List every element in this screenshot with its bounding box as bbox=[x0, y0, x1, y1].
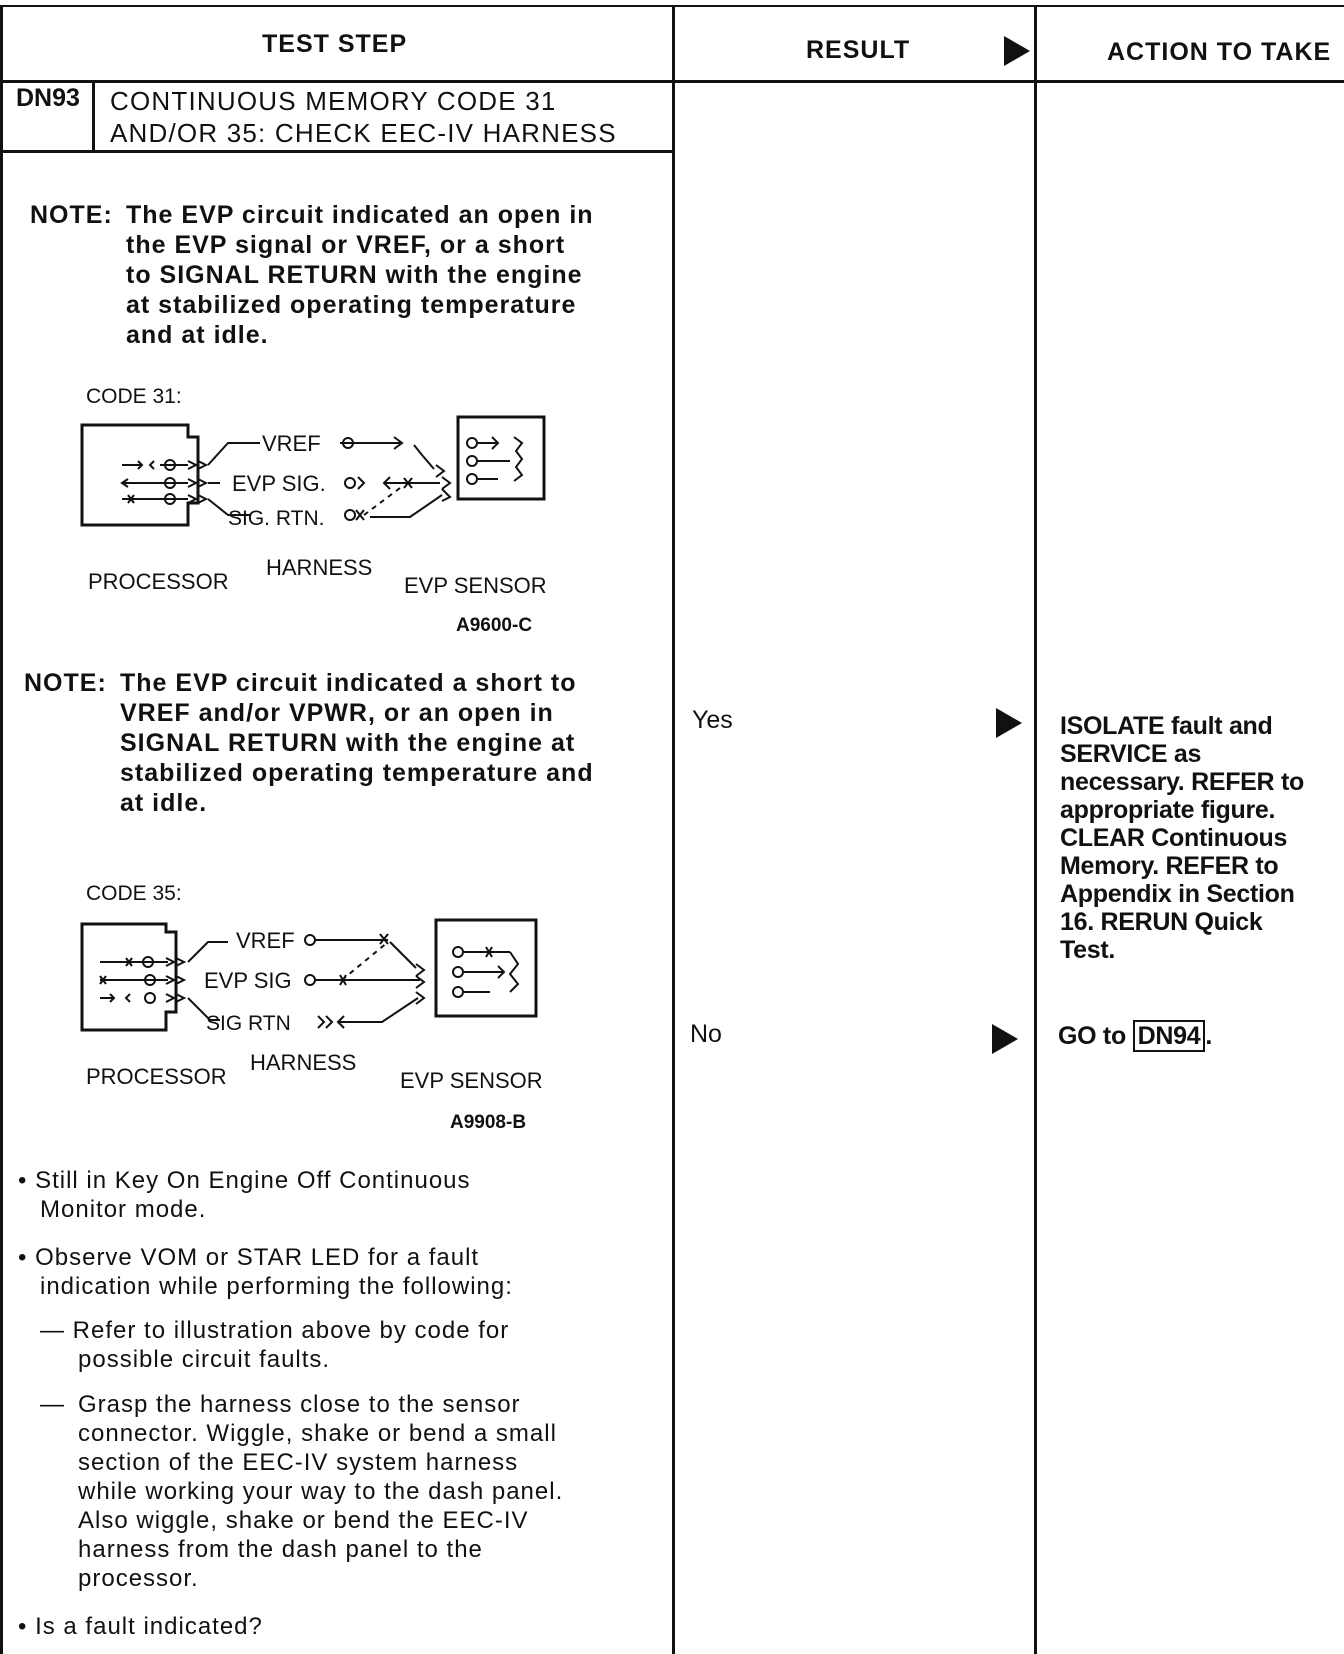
bullet-1-line2: Monitor mode. bbox=[40, 1196, 207, 1223]
step-title-line2: AND/OR 35: CHECK EEC-IV HARNESS bbox=[110, 118, 617, 148]
action-no bbox=[1058, 1022, 1212, 1050]
note-1-line: and at idle. bbox=[126, 321, 269, 349]
action-yes-line: 16. RERUN Quick bbox=[1060, 908, 1263, 936]
action-yes-line: appropriate figure. bbox=[1060, 796, 1276, 824]
code-35-label: CODE 35: bbox=[86, 882, 182, 905]
note-2-body bbox=[120, 668, 594, 818]
step-id-divider bbox=[92, 80, 95, 152]
bullet-2-line2: indication while performing the following: bbox=[40, 1273, 513, 1300]
header-result: RESULT bbox=[806, 36, 911, 64]
bullet-2-line1: Observe VOM or STAR LED for a fault bbox=[35, 1244, 480, 1271]
action-yes bbox=[1060, 712, 1304, 964]
step-title-line1: CONTINUOUS MEMORY CODE 31 bbox=[110, 86, 557, 116]
dash-1 bbox=[40, 1316, 509, 1374]
action-yes-line: Appendix in Section bbox=[1060, 880, 1295, 908]
note-1-line: to SIGNAL RETURN with the engine bbox=[126, 261, 583, 289]
table-left-rule bbox=[0, 5, 3, 1654]
action-no-suffix: . bbox=[1205, 1022, 1212, 1050]
action-yes-line: CLEAR Continuous bbox=[1060, 824, 1288, 852]
code-35-diagram bbox=[70, 880, 600, 1140]
step-title-bottom-rule bbox=[0, 150, 673, 153]
bullet-1 bbox=[18, 1166, 471, 1224]
harness-label: HARNESS bbox=[250, 1050, 357, 1075]
processor-label: PROCESSOR bbox=[86, 1064, 227, 1089]
action-yes-line: Test. bbox=[1060, 936, 1115, 964]
note-1 bbox=[30, 200, 650, 360]
code-31-label: CODE 31: bbox=[86, 385, 182, 408]
dash-2-line: harness from the dash panel to the bbox=[78, 1536, 483, 1563]
evp-sensor-block bbox=[458, 417, 544, 499]
note-1-label: NOTE: bbox=[30, 201, 113, 229]
dash-icon: — bbox=[40, 1317, 65, 1344]
header-action: ACTION TO TAKE bbox=[1107, 38, 1332, 66]
figure-ref: A9908-B bbox=[450, 1112, 527, 1133]
question bbox=[18, 1612, 263, 1641]
vref-label: VREF bbox=[262, 431, 321, 456]
note-1-line: the EVP signal or VREF, or a short bbox=[126, 231, 566, 259]
evp-sig-label: EVP SIG. bbox=[232, 471, 326, 496]
dash-1-line2: possible circuit faults. bbox=[78, 1346, 331, 1373]
result-no-arrow-icon bbox=[992, 1024, 1018, 1054]
code-31-diagram bbox=[70, 385, 600, 635]
header-test-step: TEST STEP bbox=[262, 30, 408, 58]
dash-2-body bbox=[40, 1390, 670, 1593]
header-arrow-icon bbox=[1004, 36, 1030, 66]
processor-label: PROCESSOR bbox=[88, 569, 229, 594]
dash-1-line1: Refer to illustration above by code for bbox=[72, 1317, 510, 1344]
note-2-line: stabilized operating temperature and bbox=[120, 759, 594, 787]
dash-2-line: connector. Wiggle, shake or bend a small bbox=[78, 1420, 557, 1447]
dash-icon: — bbox=[40, 1391, 65, 1418]
note-2-line: SIGNAL RETURN with the engine at bbox=[120, 729, 576, 757]
harness-label: HARNESS bbox=[266, 555, 373, 580]
dash-2-line: while working your way to the dash panel. bbox=[78, 1478, 564, 1505]
sig-rtn-label: SIG RTN bbox=[206, 1012, 291, 1035]
action-yes-line: SERVICE as bbox=[1060, 740, 1202, 768]
question-text: Is a fault indicated? bbox=[35, 1613, 263, 1640]
result-yes-arrow-icon bbox=[996, 708, 1022, 738]
note-2-line: at idle. bbox=[120, 789, 208, 817]
evp-sensor-label: EVP SENSOR bbox=[400, 1068, 543, 1093]
evp-sensor-label: EVP SENSOR bbox=[404, 573, 547, 598]
bullet-1-line1: Still in Key On Engine Off Continuous bbox=[35, 1167, 471, 1194]
note-1-body bbox=[126, 200, 594, 350]
col-divider-1 bbox=[672, 5, 675, 1654]
result-no: No bbox=[690, 1020, 722, 1048]
dash-2 bbox=[40, 1390, 670, 1593]
processor-block bbox=[82, 924, 176, 1030]
action-yes-line: Memory. REFER to bbox=[1060, 852, 1279, 880]
dash-2-line: Also wiggle, shake or bend the EEC-IV bbox=[78, 1507, 529, 1534]
bullet-icon: • bbox=[18, 1613, 28, 1640]
note-2-line: VREF and/or VPWR, or an open in bbox=[120, 699, 554, 727]
note-2-label: NOTE: bbox=[24, 669, 107, 697]
action-yes-line: necessary. REFER to bbox=[1060, 768, 1304, 796]
goto-dn94-link[interactable]: DN94 bbox=[1133, 1020, 1206, 1052]
action-yes-line: ISOLATE fault and bbox=[1060, 712, 1273, 740]
col-divider-2 bbox=[1034, 5, 1037, 1654]
result-yes: Yes bbox=[692, 706, 733, 734]
vref-label: VREF bbox=[236, 928, 295, 953]
note-1-line: The EVP circuit indicated an open in bbox=[126, 201, 594, 229]
bullet-2 bbox=[18, 1243, 513, 1301]
evp-sensor-block bbox=[436, 920, 536, 1016]
processor-block bbox=[82, 425, 198, 525]
dash-2-line: processor. bbox=[78, 1565, 199, 1592]
evp-sig-label: EVP SIG bbox=[204, 968, 292, 993]
step-id: DN93 bbox=[16, 84, 80, 112]
bullet-icon: • bbox=[18, 1167, 28, 1194]
header-bottom-rule bbox=[0, 80, 1344, 83]
note-2 bbox=[24, 668, 654, 828]
dash-2-line: section of the EEC-IV system harness bbox=[78, 1449, 519, 1476]
dash-2-line: Grasp the harness close to the sensor bbox=[78, 1391, 521, 1418]
note-2-line: The EVP circuit indicated a short to bbox=[120, 669, 577, 697]
note-1-line: at stabilized operating temperature bbox=[126, 291, 577, 319]
sig-rtn-label: SIG. RTN. bbox=[228, 507, 325, 530]
figure-ref: A9600-C bbox=[456, 615, 533, 635]
bullet-icon: • bbox=[18, 1244, 28, 1271]
action-no-prefix: GO to bbox=[1058, 1022, 1126, 1050]
